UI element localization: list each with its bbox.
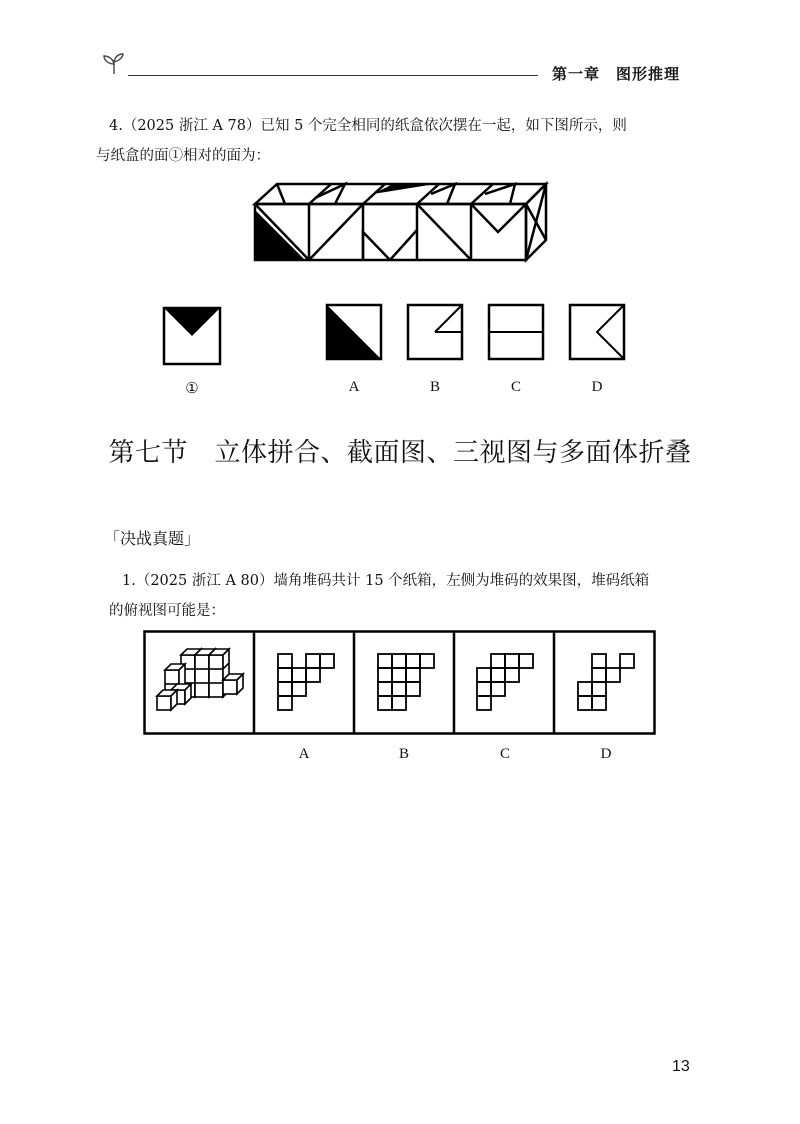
- q1-option-a-label: A: [298, 746, 310, 762]
- option-d-grid: [578, 654, 634, 710]
- q1-option-c-label: C: [499, 746, 510, 762]
- stacked-boxes-view: [157, 649, 243, 710]
- question-1-line-2: 的俯视图可能是：: [109, 603, 225, 619]
- question-4-line-1: 4.（2025 浙江 A 78）已知 5 个完全相同的纸盒依次摆在一起，如下图所示，则: [109, 118, 627, 134]
- option-b-face[interactable]: [406, 303, 464, 361]
- option-c-grid: [477, 654, 533, 710]
- zhenti-label: 决战真题: [120, 529, 185, 548]
- option-a-face[interactable]: [325, 303, 383, 361]
- given-face-1: [162, 306, 222, 366]
- chapter-title: 第一章 图形推理: [552, 65, 681, 83]
- corner-bracket-left: 「: [104, 529, 121, 548]
- header-rule: [128, 75, 538, 76]
- corner-bracket-right: 」: [184, 529, 201, 548]
- option-c-label: C: [510, 379, 521, 395]
- given-face-label: ①: [185, 381, 199, 397]
- q1-option-d-label: D: [600, 746, 612, 762]
- question-4-line-2: 与纸盒的面①相对的面为：: [96, 148, 270, 164]
- option-d-face[interactable]: [568, 303, 626, 361]
- stacking-figure-strip: [143, 630, 658, 735]
- section-title: 第七节 立体拼合、截面图、三视图与多面体折叠: [108, 438, 692, 468]
- option-b-grid: [378, 654, 434, 710]
- question-1-line-1: 1.（2025 浙江 A 80）墙角堆码共计 15 个纸箱，左侧为堆码的效果图，堆码纸箱: [122, 573, 650, 589]
- sprout-icon: [100, 50, 130, 80]
- option-a-grid: [278, 654, 334, 710]
- five-boxes-figure: [255, 180, 555, 262]
- page-number: 13: [672, 1058, 690, 1075]
- option-a-label: A: [348, 379, 360, 395]
- option-b-label: B: [429, 379, 440, 395]
- option-c-face[interactable]: [487, 303, 545, 361]
- zhenti-heading: [104, 526, 200, 549]
- q1-option-b-label: B: [398, 746, 409, 762]
- option-d-label: D: [591, 379, 603, 395]
